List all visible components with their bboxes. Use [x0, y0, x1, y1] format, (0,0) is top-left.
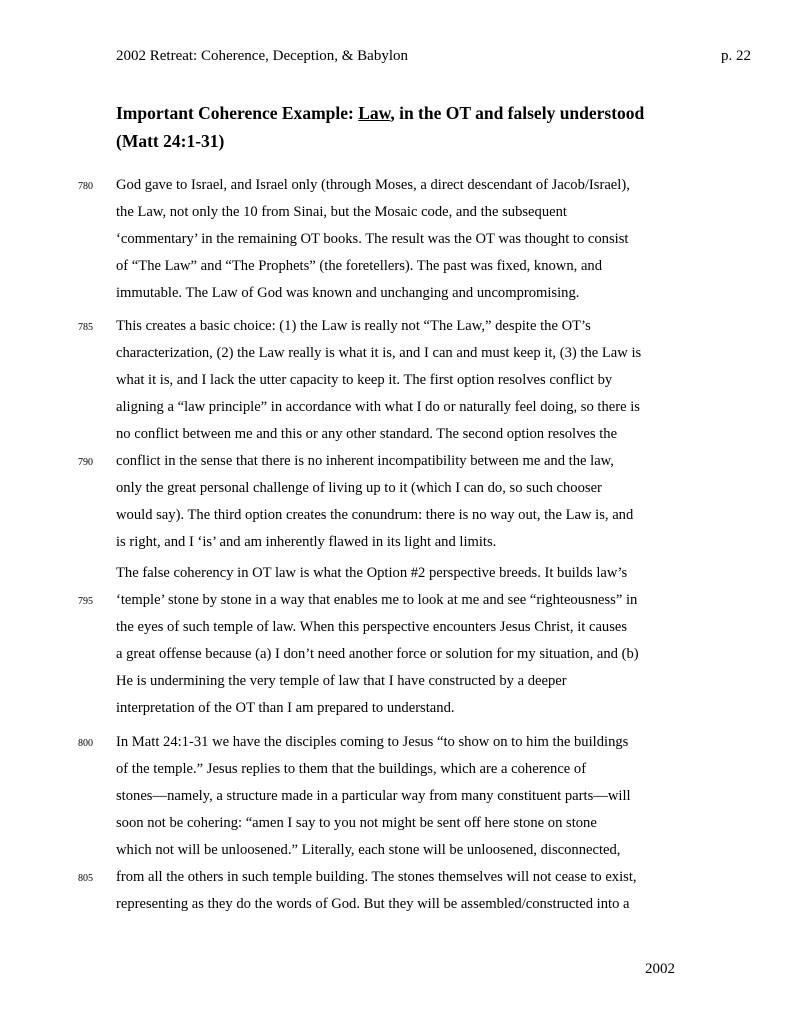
title-prefix: Important Coherence Example: — [116, 103, 359, 123]
text-line — [78, 313, 696, 340]
text-line — [78, 587, 696, 614]
line-text: characterization, (2) the Law really is what it is, and I can and must keep it, (3) the Law is — [116, 345, 642, 361]
line-text: a great offense because (a) I don’t need another force or solution for my situation, and (b) — [116, 646, 639, 662]
text-line — [116, 641, 696, 668]
line-text: The false coherency in OT law is what the Option #2 perspective breeds. It builds law’s — [116, 565, 628, 581]
line-text: of the temple.” Jesus replies to them that the buildings, which are a coherence of — [116, 761, 587, 777]
text-line — [116, 668, 696, 695]
line-text: which not will be unloosened.” Literally, each stone will be unloosened, disconnected, — [116, 842, 621, 858]
text-line — [116, 560, 696, 587]
text-line — [78, 864, 696, 891]
text-line — [78, 448, 696, 475]
line-text: aligning a “law principle” in accordance with what I do or naturally feel doing, so there is — [116, 399, 640, 415]
text-line — [116, 475, 696, 502]
line-text: ‘temple’ stone by stone in a way that enables me to look at me and see “righteousness” in — [116, 592, 638, 608]
line-number: 800 — [78, 738, 93, 749]
text-line — [116, 226, 696, 253]
line-number: 795 — [78, 596, 93, 607]
line-text: soon not be cohering: “amen I say to you not might be sent off here stone on stone — [116, 815, 597, 831]
text-line — [116, 783, 696, 810]
line-text: He is undermining the very temple of law that I have constructed by a deeper — [116, 673, 567, 689]
text-line — [116, 253, 696, 280]
running-header-title: 2002 Retreat: Coherence, Deception, & Babylon — [116, 48, 408, 64]
text-line — [78, 729, 696, 756]
text-line — [116, 614, 696, 641]
title-suffix: , in the OT and falsely understood — [390, 103, 645, 123]
line-number: 780 — [78, 181, 93, 192]
title-law-underlined: Law — [358, 103, 391, 123]
line-number: 805 — [78, 873, 93, 884]
line-text: from all the others in such temple building. The stones themselves will not cease to exist, — [116, 869, 637, 885]
page-number: p. 22 — [721, 48, 751, 64]
line-text: what it is, and I lack the utter capacity to keep it. The first option resolves conflict by — [116, 372, 613, 388]
line-text: ‘commentary’ in the remaining OT books. The result was the OT was thought to consist — [116, 231, 629, 247]
paragraph-4 — [78, 729, 696, 918]
text-line — [116, 529, 696, 556]
line-text: representing as they do the words of God. But they will be assembled/constructed into a — [116, 896, 630, 912]
text-line — [116, 756, 696, 783]
section-title — [116, 99, 716, 155]
paragraph-3 — [78, 560, 696, 722]
line-number: 785 — [78, 322, 93, 333]
line-text: This creates a basic choice: (1) the Law is really not “The Law,” despite the OT’s — [116, 318, 591, 334]
section-title-line-1 — [116, 99, 716, 127]
footer-year: 2002 — [645, 961, 675, 977]
line-text: conflict in the sense that there is no inherent incompatibility between me and the law, — [116, 453, 614, 469]
line-text: interpretation of the OT than I am prepared to understand. — [116, 700, 455, 716]
section-title-line-2: (Matt 24:1-31) — [116, 131, 225, 151]
text-line — [116, 502, 696, 529]
text-line — [116, 367, 696, 394]
text-line — [116, 199, 696, 226]
line-text: would say). The third option creates the conundrum: there is no way out, the Law is, and — [116, 507, 634, 523]
line-text: God gave to Israel, and Israel only (through Moses, a direct descendant of Jacob/Israel), — [116, 177, 630, 193]
text-line — [116, 837, 696, 864]
text-line — [116, 891, 696, 918]
line-text: of “The Law” and “The Prophets” (the foretellers). The past was fixed, known, and — [116, 258, 603, 274]
line-number: 790 — [78, 457, 93, 468]
line-text: stones—namely, a structure made in a particular way from many constituent parts—will — [116, 788, 631, 804]
text-line — [116, 280, 696, 307]
text-line — [78, 172, 696, 199]
line-text: the eyes of such temple of law. When this perspective encounters Jesus Christ, it causes — [116, 619, 628, 635]
text-line — [116, 695, 696, 722]
paragraph-2 — [78, 313, 696, 556]
line-text: only the great personal challenge of living up to it (which I can do, so such chooser — [116, 480, 602, 496]
text-line — [116, 810, 696, 837]
line-text: In Matt 24:1-31 we have the disciples coming to Jesus “to show on to him the buildings — [116, 734, 629, 750]
text-line — [116, 421, 696, 448]
line-text: immutable. The Law of God was known and unchanging and uncompromising. — [116, 285, 580, 301]
line-text: is right, and I ‘is’ and am inherently flawed in its light and limits. — [116, 534, 497, 550]
text-line — [116, 340, 696, 367]
line-text: no conflict between me and this or any other standard. The second option resolves the — [116, 426, 618, 442]
line-text: the Law, not only the 10 from Sinai, but the Mosaic code, and the subsequent — [116, 204, 567, 220]
text-line — [116, 394, 696, 421]
paragraph-1 — [78, 172, 696, 307]
